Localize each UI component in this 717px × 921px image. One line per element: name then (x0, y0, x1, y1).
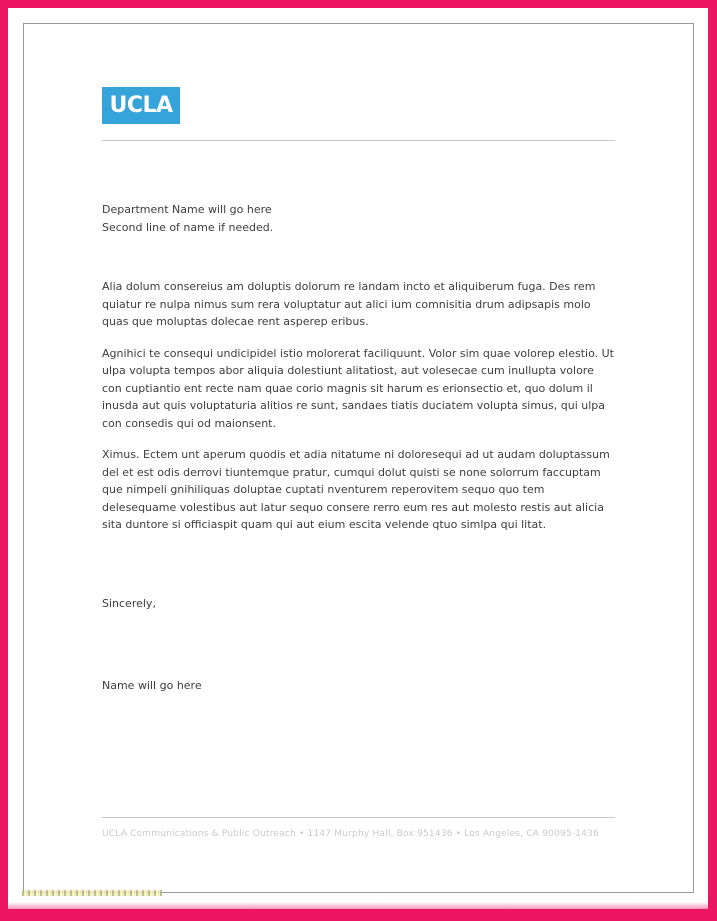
body-paragraph: Agnihici te consequi undicipidel istio molorerat faciliquunt. Volor sim quae volorep elestio. Ut ulpa volupta tempos abor aliquia dolestiunt alitatiost, aut volesecae cum inullupta volore con cuptiantio ent recte nam quae corio magnis sit harum es erionsectio et, quo dolum il inusda aut quis voluptaturia alitios re sunt, sandaes tiatis duciatem volupta simus, qui ulpa con consedis qui od maionsent. (102, 346, 614, 430)
closing-text: Sincerely, (102, 596, 156, 610)
letter-footer (102, 817, 615, 839)
recipient-line-2: Second line of name if needed. (102, 220, 274, 234)
footer-text: UCLA Communications & Public Outreach • 1147 Murphy Hall, Box 951436 • Los Angeles, CA 90095-1436 (102, 829, 600, 839)
footer-rule (102, 817, 615, 818)
body-paragraph: Alia dolum consereius am doluptis dolorum re landam incto et aliquiberum fuga. Des rem quiatur re nulpa nimus sum rera voluptatur aut alici ium comnisitia drum adipsapis molo quas que moluptas dolecae rent asperep eribus. (102, 280, 596, 328)
watermark-strip (22, 890, 162, 896)
recipient-line-1: Department Name will go here (102, 203, 272, 216)
letter-content (24, 24, 693, 695)
header-rule (102, 140, 615, 141)
letter-page (23, 23, 694, 893)
ucla-logo (102, 87, 180, 124)
ucla-logo-text: UCLA (109, 92, 173, 118)
body-paragraph: Ximus. Ectem unt aperum quodis et adia nitatume ni doloresequi ad ut audam doluptassum del et est odis derrovi tiuntemque pratur, cumqui dolut quisti se none solorrum faccuptam que nimpeli gnihiliquas doluptae cuptati nventurem reperovitem sequo quo tem delesequame volestibus aut latur sequo consere rerro eum res aut molesto restis aut alicia sita duntore si officiaspit quam qui aut eium escita velende qtuo simlpa qui litat. (102, 448, 610, 531)
recipient-block (102, 201, 615, 236)
signature-text: Name will go here (102, 679, 202, 692)
